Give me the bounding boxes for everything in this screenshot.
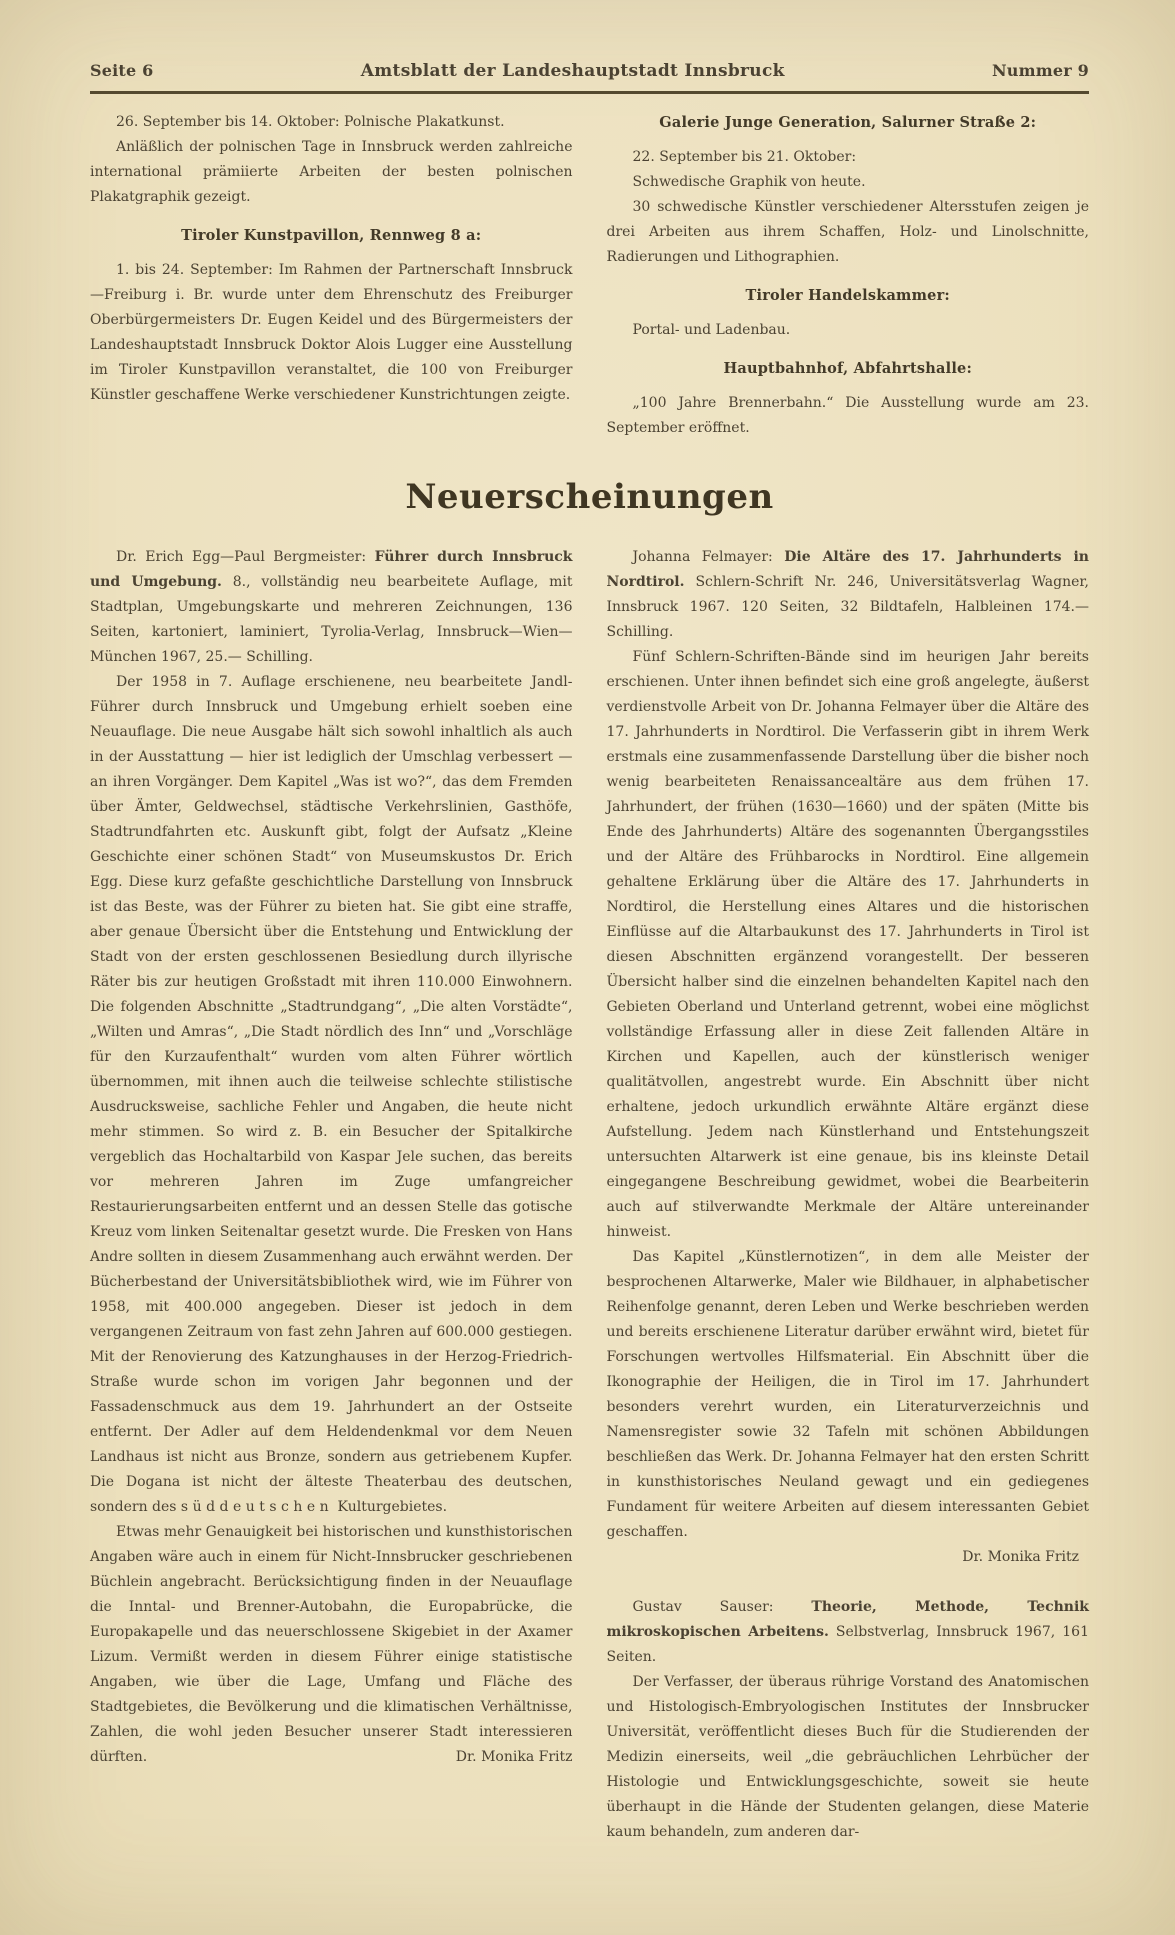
review-body-paragraph: Der Verfasser, der überaus rührige Vorstand des Anatomischen und Histologisch-Embryologischen Institutes der Innsbrucker Universität, veröffentlicht dieses Buch für die Studierenden der Medizin einerseits, weil „die gebräuchlichen Lehrbücher der Histologie und Entwicklungsgeschichte, soweit sie heute überhaupt in die Hände der Studenten gelangen, diese Materie kaum behandeln, zum anderen dar- [606,1674,1089,1840]
review-body-text: Etwas mehr Genauigkeit bei historischen und kunsthistorischen Angaben wäre auch in einem für Nicht-Innsbrucker geschriebenen Büchlein angebracht. Berücksichtigung finden in der Neuauflage die Inntal- und Brenner-Autobahn, die Europabrücke, die Europakapelle und das neuerschlossene Skigebiet in der Axamer Lizum. Vermißt werden in diesem Führer einige statistische Angaben, wie über die Lage, Umfang und Fläche des Stadtgebietes, die Bevölkerung und die klimatischen Verhältnisse, Zahlen, die wohl jeden Besucher unserer Stadt interessieren dürften. [90,1524,573,1765]
kunstpavillon-paragraph: 1. bis 24. September: Im Rahmen der Partnerschaft Innsbruck—Freiburg i. Br. wurde unter dem Ehrenschutz des Freiburger Oberbürgermeisters Dr. Eugen Keidel und des Bürgermeisters der Landeshauptstadt Innsbruck Doktor Alois Lugger eine Ausstellung im Tiroler Kunstpavillon veranstaltet, die 100 von Freiburger Künstler geschaffene Werke verschiedener Kunstrichtungen zeigte. [90,262,573,403]
exhibitions-left-column [90,110,573,441]
review-imprint: Schlern-Schrift Nr. 246, Universitätsverlag Wagner, Innsbruck 1967. 120 Seiten, 32 Bildtafeln, Halbleinen 174.— Schilling. [606,574,1089,640]
review-body-paragraph [90,670,573,1520]
venue-heading-handelskammer: Tiroler Handelskammer: [745,287,950,304]
review-book-title: Die Altäre des 17. Jahrhunderts in Nordtirol. [606,549,1089,590]
issue-number: Nummer 9 [991,61,1089,80]
reviewer-signature: Dr. Monika Fritz [962,1549,1079,1565]
review-body-text: Der 1958 in 7. Auflage erschienene, neu bearbeitete Jandl-Führer durch Innsbruck und Umgebung erhielt soeben eine Neuauflage. Die neue Ausgabe hält sich sowohl inhaltlich als auch in der Ausstattung — hier ist lediglich der Umschlag verbessert — an ihren Vorgänger. Dem Kapitel „Was ist wo?“, das dem Fremden über Ämter, Geldwechsel, städtische Verkehrslinien, Gasthöfe, Stadtrundfahrten etc. Auskunft gibt, folgt der Aufsatz „Kleine Geschichte einer schönen Stadt“ von Museumskustos Dr. Erich Egg. Diese kurz gefaßte geschichtliche Darstellung von Innsbruck ist das Beste, was der Führer zu bieten hat. Sie gibt eine straffe, aber genaue Übersicht über die Entstehung und Entwicklung der Stadt von der ersten geschlossenen Besiedlung durch illyrische Räter bis zur heutigen Großstadt mit ihren 110.000 Einwohnern. Die folgenden Abschnitte „Stadtrundgang“, „Die alten Vorstädte“, „Wilten und Amras“, „Die Stadt nördlich des Inn“ und „Vorschläge für den Kurzaufenthalt“ wurden vom alten Führer wörtlich übernommen, mit ihnen auch die teilweise schlechte stilistische Ausdrucksweise, sachliche Fehler und Angaben, die heute nicht mehr stimmen. So wird z. B. ein Besucher der Spitalkirche vergeblich das Hochaltarbild von Kaspar Jele suchen, das bereits vor mehreren Jahren im Zuge umfangreicher Restaurierungsarbeiten entfernt und an dessen Stelle das gotische Kreuz vom linken Seitenaltar gesetzt wurde. Die Fresken von Hans Andre sollten in diesem Zusammenhang auch erwähnt werden. Der Bücherbestand der Universitätsbibliothek wird, wie im Führer von 1958, mit 400.000 angegeben. Dieser ist jedoch in dem vergangenen Zeitraum von fast zehn Jahren auf 600.000 gestiegen. Mit der Renovierung des Katzunghauses in der Herzog-Friedrich-Straße wurde schon im vorigen Jahr begonnen und der Fassadenschmuck aus dem 19. Jahrhundert an der Ostseite entfernt. Der Adler auf dem Heldendenkmal vor dem Neuen Landhaus ist nicht aus Bronze, sondern aus getriebenem Kupfer. Die Dogana ist nicht der älteste Theaterbau des deutschen, sondern des [90,674,573,1515]
masthead [90,58,1089,94]
handelskammer-line: Portal- und Ladenbau. [632,322,791,338]
review-emphasized-word: süddeutschen [180,1499,334,1515]
exhibitions-section [90,110,1089,441]
review-body-paragraph: Das Kapitel „Künstlernotizen“, in dem alle Meister der besprochenen Altarwerke, Maler wie Bildhauer, in alphabetischer Reihenfolge genannt, deren Leben und Werke beschrieben werden und bereits erschienene Literatur darüber erwähnt wird, bietet für Forschungen wertvolles Hilfsmaterial. Ein Abschnitt über die Ikonographie der Heiligen, die in Tirol im 17. Jahrhundert besonders verehrt wurden, ein Literaturverzeichnis und Namensregister sowie 32 Tafeln mit schönen Abbildungen beschließen das Werk. Dr. Johanna Felmayer hat den ersten Schritt in kunsthistorisches Neuland gewagt und ein gediegenes Fundament für weitere Arbeiten auf diesem interessanten Gebiet geschaffen. [606,1249,1089,1540]
section-title-neuerscheinungen: Neuerscheinungen [405,477,774,517]
event-paragraph: Anläßlich der polnischen Tage in Innsbruck werden zahlreiche international prämiierte Arbeiten der besten polnischen Plakatgraphik gezeigt. [90,139,573,205]
review-body-text-end: Kulturgebietes. [333,1499,448,1515]
exhibitions-right-column [607,110,1090,441]
review-altaere-nordtirol [607,545,1090,1570]
event-date-line: 26. September bis 14. Oktober: Polnische Plakatkunst. [116,114,505,130]
reviews-section [90,545,1089,1845]
review-intro [607,545,1090,645]
review-intro [607,1595,1090,1670]
review-author: Johanna Felmayer: [632,549,785,565]
review-imprint: 8., vollständig neu bearbeitete Auflage, mit Stadtplan, Umgebungskarte und mehreren Zeichnungen, 136 Seiten, kartoniert, laminiert, Tyrolia-Verlag, Innsbruck—Wien—München 1967, 25.— Schilling. [90,574,573,665]
hauptbahnhof-paragraph: „100 Jahre Brennerbahn.“ Die Ausstellung wurde am 23. September eröffnet. [606,395,1089,436]
reviews-left-column [90,545,573,1845]
review-body-paragraph [90,1520,573,1770]
venue-heading-hauptbahnhof: Hauptbahnhof, Abfahrtshalle: [723,360,973,377]
review-body-paragraph: Fünf Schlern-Schriften-Bände sind im heurigen Jahr bereits erschienen. Unter ihnen befindet sich eine groß angelegte, äußerst verdienstvolle Arbeit von Dr. Johanna Felmayer über die Altäre des 17. Jahrhunderts in Nordtirol. Die Verfasserin gibt in ihrem Werk erstmals eine zusammenfassende Darstellung über die bisher noch wenig bearbeiteten Renaissancealtäre aus dem frühen 17. Jahrhundert, der frühen (1630—1660) und der späten (Mitte bis Ende des Jahrhunderts) Altäre des sogenannten Übergangsstiles und der Altäre des Frühbarocks in Nordtirol. Eine allgemein gehaltene Erklärung über die Altäre des 17. Jahrhunderts in Nordtirol, die Herstellung eines Altares und die historischen Einflüsse auf die Altarbaukunst des 17. Jahrhunderts in Tirol ist diesen Abschnitten ergänzend vorangestellt. Der besseren Übersicht halber sind die einzelnen behandelten Kapitel nach den Gebieten Oberland und Unterland getrennt, wobei eine möglichst vollständige Erfassung aller in diese Zeit fallenden Altäre in Kirchen und Kapellen, auch der künstlerisch weniger qualitätvollen, angestrebt wurde. Ein Abschnitt über nicht erhaltene, jedoch urkundlich erwähnte Altäre ergänzt diese Aufstellung. Jedem nach Künstlerhand und Entstehungszeit untersuchten Altarwerk ist eine genaue, bis ins kleinste Detail eingegangene Beschreibung gewidmet, wobei die Bearbeiterin auch auf stilverwandte Merkmale der Altäre untereinander hinweist. [606,649,1089,1240]
galerie-title-line: Schwedische Graphik von heute. [632,174,866,190]
galerie-paragraph: 30 schwedische Künstler verschiedener Altersstufen zeigen je drei Arbeiten aus ihrem Schaffen, Holz- und Linolschnitte, Radierungen und Lithographien. [606,199,1089,265]
review-author: Dr. Erich Egg—Paul Bergmeister: [116,549,375,565]
review-fuehrer-innsbruck [90,545,573,1770]
reviewer-signature: Dr. Monika Fritz [455,1749,573,1765]
review-mikroskopisches-arbeiten [607,1595,1090,1845]
review-book-title: Theorie, Methode, Technik mikroskopischen Arbeitens. [606,1599,1089,1640]
reviews-right-column [607,545,1090,1845]
venue-heading-galerie: Galerie Junge Generation, Salurner Straße 2: [659,114,1037,131]
masthead-title: Amtsblatt der Landeshauptstadt Innsbruck [360,61,785,81]
review-author: Gustav Sauser: [632,1599,812,1615]
page-number: Seite 6 [90,61,154,80]
venue-heading-kunstpavillon: Tiroler Kunstpavillon, Rennweg 8 a: [181,227,482,244]
review-intro [90,545,573,670]
review-imprint: Selbstverlag, Innsbruck 1967, 161 Seiten. [606,1624,1089,1665]
review-book-title: Führer durch Innsbruck und Umgebung. [90,549,573,590]
galerie-date-line: 22. September bis 21. Oktober: [632,149,857,165]
